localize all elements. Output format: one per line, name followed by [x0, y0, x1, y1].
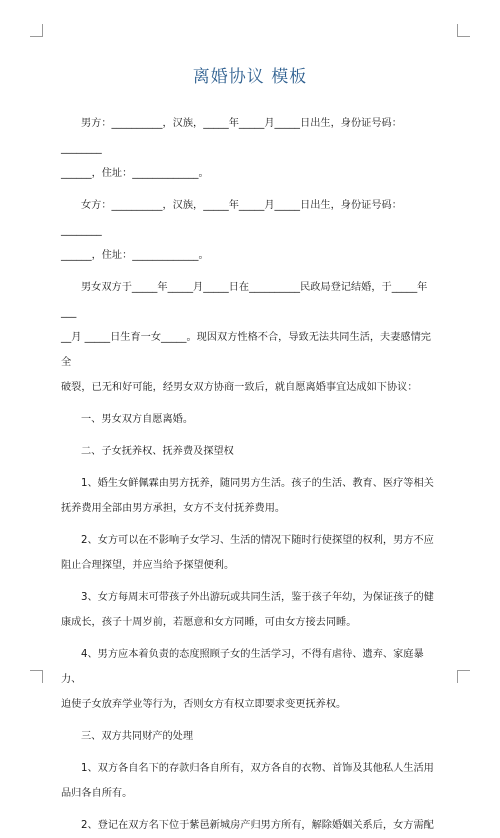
paragraph-line: 三、双方共同财产的处理 [81, 731, 194, 742]
paragraph-line: 男女双方于_____年_____月_____日在__________民政局登记结婚，于_____年___ [61, 282, 428, 318]
paragraph-line: 抚养费用全部由男方承担，女方不支付抚养费用。 [61, 503, 286, 514]
paragraph-line: 迫使子女放弃学业等行为，否则女方有权立即要求变更抚养权。 [61, 699, 347, 710]
page-corner-mark-top-left [30, 24, 43, 37]
document-body [61, 111, 441, 838]
paragraph-line: 1、婚生女鲜佩霖由男方抚养，随同男方生活。孩子的生活、教育、医疗等相关 [81, 478, 434, 489]
paragraph-line: 康成长，孩子十周岁前，若愿意和女方同睡，可由女方接去同睡。 [61, 617, 357, 628]
page-corner-mark-bottom-left [30, 670, 43, 683]
paragraph-line: ______，住址：_____________。 [61, 168, 209, 179]
paragraph-line: 阻止合理探望，并应当给予探望便利。 [61, 560, 235, 571]
page-corner-mark-bottom-right [457, 670, 470, 683]
paragraph-line: 2、女方可以在不影响子女学习、生活的情况下随时行使探望的权利，男方不应 [81, 535, 434, 546]
paragraph-line: 3、女方每周末可带孩子外出游玩或共同生活，鉴于孩子年幼，为保证孩子的健 [81, 592, 434, 603]
paragraph-line: 2、登记在双方名下位于紫邑新城房产归男方所有，解除婚姻关系后，女方需配 [81, 820, 434, 831]
paragraph-line: 男方：__________，汉族，_____年_____月_____日出生，身份证号码：________ [61, 118, 402, 154]
page-corner-mark-top-right [457, 24, 470, 37]
paragraph-line: 女方：__________，汉族，_____年_____月_____日出生，身份证号码：________ [61, 200, 402, 236]
paragraph-line: 一、男女双方自愿离婚。 [81, 414, 194, 425]
paragraph-line: ______，住址：_____________。 [61, 250, 209, 261]
paragraph-line: 二、子女抚养权、抚养费及探望权 [81, 446, 234, 457]
paragraph-line: __月 _____日生育一女_____。现因双方性格不合，导致无法共同生活，夫妻感情完全 [61, 332, 431, 368]
paragraph-line: 4、男方应本着负责的态度照顾子女的生活学习，不得有虐待、遗弃、家庭暴力、 [61, 649, 424, 685]
paragraph-line: 品归各自所有。 [61, 788, 133, 799]
paragraph-line: 破裂，已无和好可能，经男女双方协商一致后，就自愿离婚事宜达成如下协议： [61, 382, 418, 393]
paragraph-line: 1、双方各自名下的存款归各自所有，双方各自的衣物、首饰及其他私人生活用 [81, 763, 434, 774]
document-title: 离婚协议 模板 [192, 67, 308, 87]
